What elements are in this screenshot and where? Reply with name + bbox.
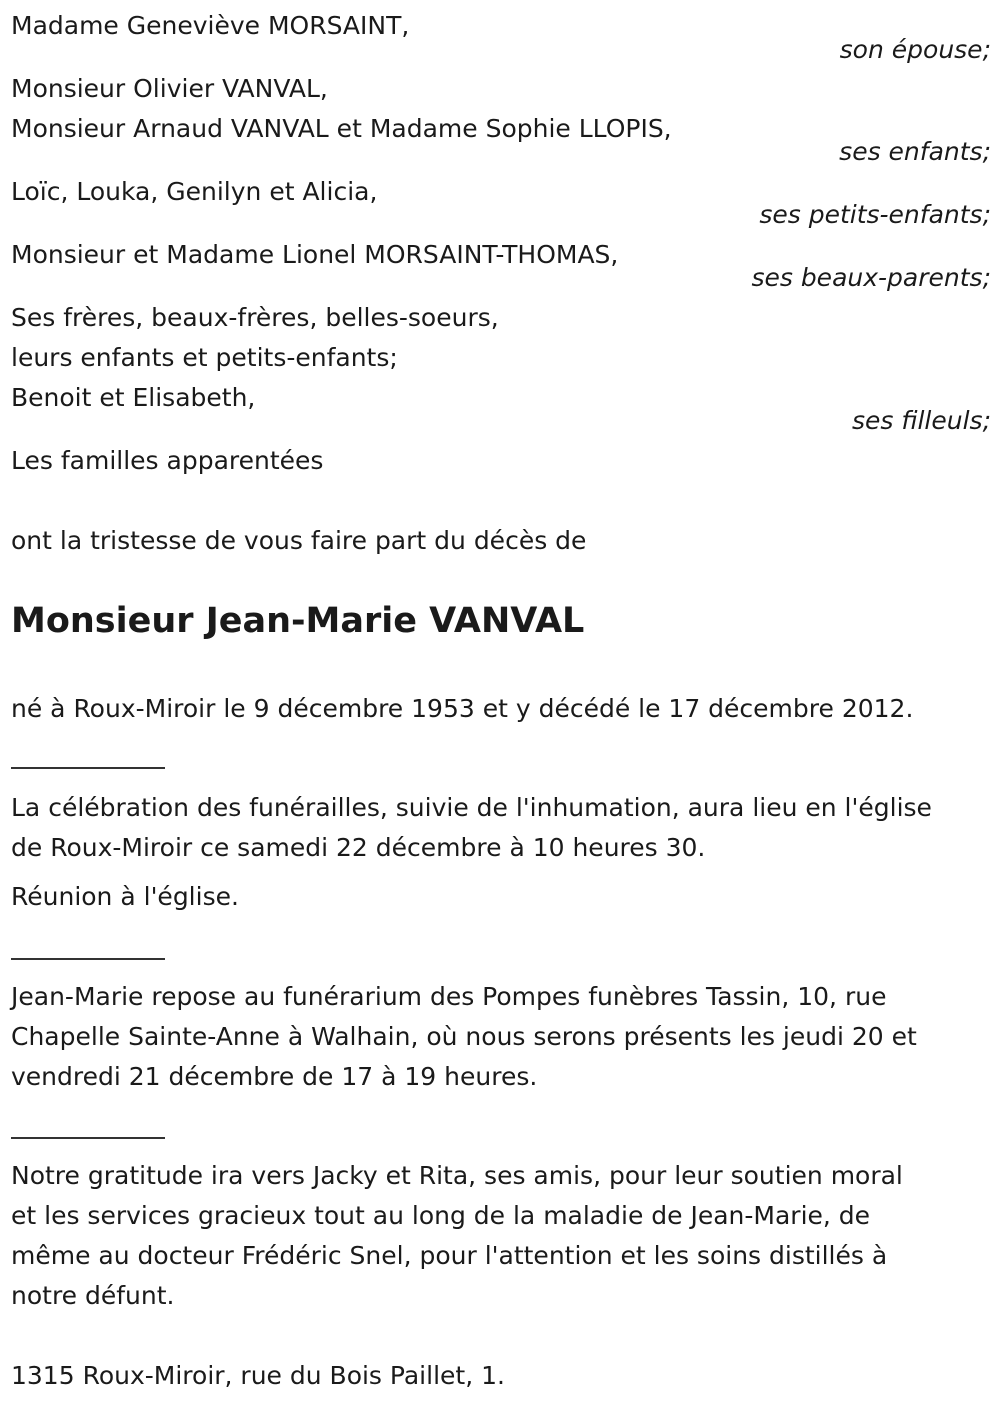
- deceased-name: Monsieur Jean-Marie VANVAL: [11, 601, 585, 641]
- funeral-text-line: de Roux-Miroir ce samedi 22 décembre à 10 heures 30.: [11, 833, 706, 862]
- family-address: 1315 Roux-Miroir, rue du Bois Paillet, 1.: [11, 1361, 505, 1390]
- gratitude-text-line: Notre gratitude ira vers Jacky et Rita, ses amis, pour leur soutien moral: [11, 1161, 903, 1190]
- section-divider: [11, 1137, 165, 1139]
- siblings-line: leurs enfants et petits-enfants;: [11, 343, 398, 372]
- in-laws-role: ses beaux-parents;: [751, 263, 991, 292]
- grandchildren-role: ses petits-enfants;: [759, 200, 991, 229]
- gratitude-text-line: notre défunt.: [11, 1281, 175, 1310]
- gratitude-text-line: et les services gracieux tout au long de la maladie de Jean-Marie, de: [11, 1201, 871, 1230]
- godchildren-role: ses filleuls;: [851, 406, 991, 435]
- relatives-line: Les familles apparentées: [11, 446, 324, 475]
- spouse-role: son épouse;: [839, 35, 991, 64]
- gratitude-text-line: même au docteur Frédéric Snel, pour l'attention et les soins distillés à: [11, 1241, 888, 1270]
- visitation-text-line: vendredi 21 décembre de 17 à 19 heures.: [11, 1062, 538, 1091]
- grandchildren-names: Loïc, Louka, Genilyn et Alicia,: [11, 177, 378, 206]
- announcement-text: ont la tristesse de vous faire part du décès de: [11, 526, 587, 555]
- child-name: Monsieur Olivier VANVAL,: [11, 74, 328, 103]
- siblings-line: Ses frères, beaux-frères, belles-soeurs,: [11, 303, 499, 332]
- section-divider: [11, 767, 165, 769]
- godchildren-names: Benoit et Elisabeth,: [11, 383, 256, 412]
- funeral-text-line: La célébration des funérailles, suivie de l'inhumation, aura lieu en l'église: [11, 793, 932, 822]
- birth-death-dates: né à Roux-Miroir le 9 décembre 1953 et y décédé le 17 décembre 2012.: [11, 694, 914, 723]
- visitation-text-line: Chapelle Sainte-Anne à Walhain, où nous serons présents les jeudi 20 et: [11, 1022, 917, 1051]
- children-role: ses enfants;: [839, 137, 991, 166]
- child-name: Monsieur Arnaud VANVAL et Madame Sophie LLOPIS,: [11, 114, 672, 143]
- visitation-text-line: Jean-Marie repose au funérarium des Pompes funèbres Tassin, 10, rue: [11, 982, 887, 1011]
- section-divider: [11, 958, 165, 960]
- spouse-name: Madame Geneviève MORSAINT,: [11, 11, 410, 40]
- meeting-text: Réunion à l'église.: [11, 882, 239, 911]
- in-laws-names: Monsieur et Madame Lionel MORSAINT-THOMAS,: [11, 240, 619, 269]
